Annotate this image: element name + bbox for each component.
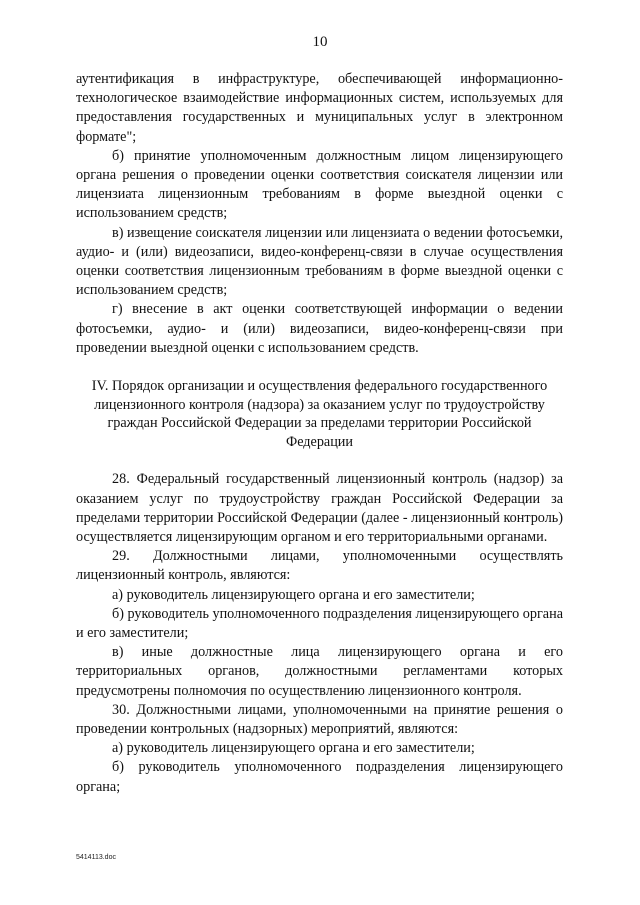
paragraph-item-v: в) извещение соискателя лицензии или лицензиата о ведении фотосъемки, аудио- и (или) видеозаписи, видео-конференц-связи в случае осуществления оценки соответствия лицензионным требованиям в форме выездной оценки с использованием средств; (76, 224, 563, 299)
paragraph-28: 28. Федеральный государственный лицензионный контроль (надзор) за оказанием услуг по трудоустройству граждан Российской Федерации за пределами территории Российской Федерации (далее - лицензионный контроль) осуществляется лицензирующим органом и его территориальными органами. (76, 471, 563, 546)
paragraph-30-a: а) руководитель лицензирующего органа и его заместители; (112, 740, 475, 757)
section-heading: IV. Порядок организации и осуществления федерального государственного лицензионного контроля (надзора) за оказанием услуг по трудоустройству граждан Российской Федерации за пределами территории Российской Федерации (91, 378, 548, 450)
paragraph-continuation: аутентификация в инфраструктуре, обеспечивающей информационно-технологическое взаимодействие информационных систем, используемых для предоставления государственных и муниципальных услуг в электронном формате"; (76, 71, 563, 145)
paragraph-29: 29. Должностными лицами, уполномоченными осуществлять лицензионный контроль, являются: (76, 548, 563, 584)
page-number: 10 (312, 34, 328, 50)
paragraph-29-b: б) руководитель уполномоченного подразделения лицензирующего органа и его заместители; (76, 605, 563, 642)
paragraph-item-g: г) внесение в акт оценки соответствующей информации о ведении фотосъемки, аудио- и (или) видеозаписи, видео-конференц-связи при проведении выездной оценки с использованием средств. (76, 301, 563, 356)
document-footer-filename: 5414113.doc (76, 854, 116, 861)
paragraph-30-b: б) руководитель уполномоченного подразделения лицензирующего органа; (76, 759, 563, 795)
document-body (76, 70, 563, 797)
paragraph-item-b: б) принятие уполномоченным должностным лицом лицензирующего органа решения о проведении оценки соответствия соискателя лицензии или лицензиата лицензионным требованиям в форме выездной оценки с использованием средств; (76, 147, 563, 222)
paragraph-29-v: в) иные должностные лица лицензирующего органа и его территориальных органов, должностными регламентами которых предусмотрены полномочия по осуществлению лицензионного контроля. (76, 644, 563, 699)
paragraph-30: 30. Должностными лицами, уполномоченными на принятие решения о проведении контрольных (надзорных) мероприятий, являются: (76, 701, 563, 738)
paragraph-29-a: а) руководитель лицензирующего органа и его заместители; (112, 586, 475, 603)
